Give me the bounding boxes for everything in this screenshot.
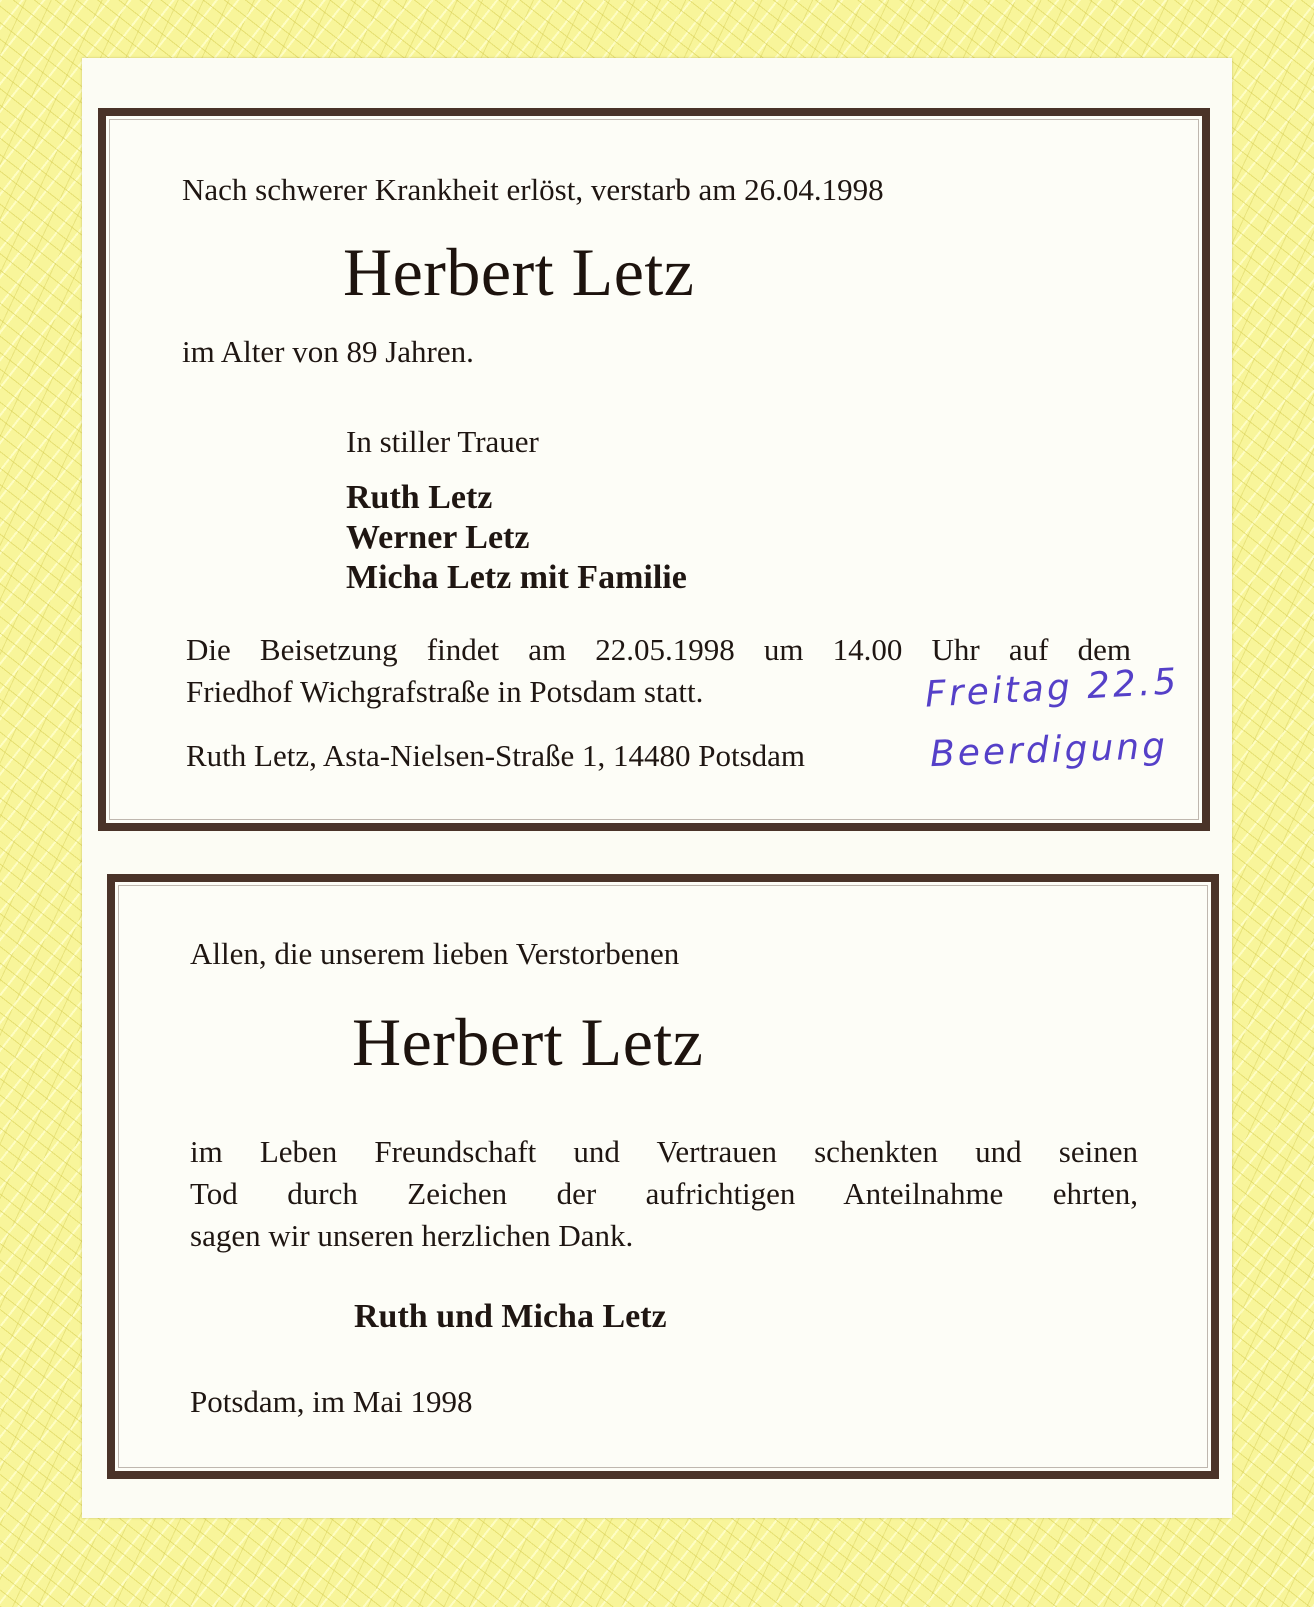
handwritten-date-note: Freitag 22.5 (924, 661, 1181, 716)
death-notice-mourning: In stiller Trauer (346, 424, 539, 459)
death-notice-address: Ruth Letz, Asta-Nielsen-Straße 1, 14480 Potsdam (186, 738, 806, 773)
thanks-body-line-1: im Leben Freundschaft und Vertrauen schenkten und seinen (190, 1134, 1138, 1169)
thanks-signature: Ruth und Micha Letz (354, 1298, 667, 1335)
mourner-name: Werner Letz (346, 519, 530, 556)
thanks-body-line-3: sagen wir unseren herzlichen Dank. (190, 1218, 634, 1253)
mourner-name: Micha Letz mit Familie (346, 559, 687, 596)
funeral-line-2: Friedhof Wichgrafstraße in Potsdam statt. (186, 674, 704, 709)
funeral-line-1: Die Beisetzung findet am 22.05.1998 um 14.00 Uhr auf dem (186, 632, 1131, 667)
mourner-name: Ruth Letz (346, 479, 493, 516)
death-notice-age: im Alter von 89 Jahren. (182, 334, 474, 369)
thanks-notice-intro: Allen, die unserem lieben Verstorbenen (190, 936, 680, 971)
thanks-body-line-2: Tod durch Zeichen der aufrichtigen Anteilnahme ehrten, (190, 1176, 1138, 1211)
death-notice-name: Herbert Letz (343, 234, 695, 310)
death-notice-intro: Nach schwerer Krankheit erlöst, verstarb am 26.04.1998 (182, 172, 884, 207)
death-notice-frame (98, 108, 1210, 831)
mourners-list (346, 478, 687, 598)
thanks-place-date: Potsdam, im Mai 1998 (190, 1384, 473, 1419)
handwritten-burial-note: Beerdigung (929, 725, 1169, 776)
thanks-notice-name: Herbert Letz (352, 1004, 704, 1080)
